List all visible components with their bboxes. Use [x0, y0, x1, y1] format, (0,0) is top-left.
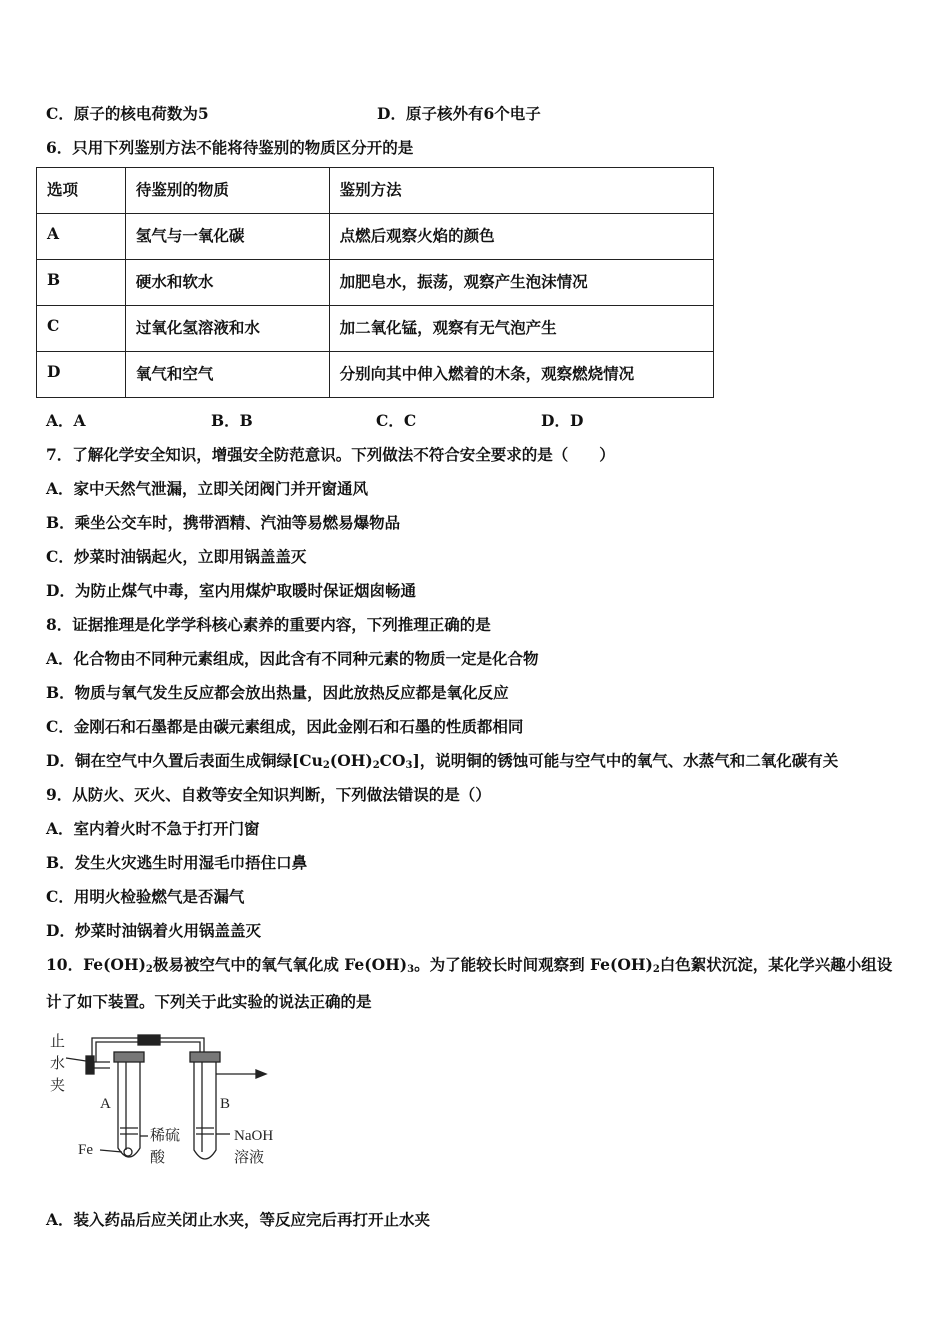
- q9-option-d: D．炒菜时油锅着火用锅盖盖灭: [46, 921, 261, 940]
- q8-d-sub-2: 2: [372, 760, 380, 771]
- header-option: 选项: [37, 168, 126, 214]
- q8-d-text-3: CO: [379, 751, 406, 770]
- q6-answers: [46, 409, 706, 431]
- q10-text-2: 极易被空气中的氧气氧化成 Fe(OH): [152, 955, 408, 974]
- row-d-method: 分别向其中伸入燃着的木条，观察燃烧情况: [329, 352, 713, 398]
- row-a-option: A: [37, 214, 126, 260]
- q8-d-text-4: ]，说明铜的锈蚀可能与空气中的氧气、水蒸气和二氧化碳有关: [412, 751, 839, 770]
- q10-text-1: 10．Fe(OH): [46, 955, 146, 974]
- q8-d-text-2: (OH): [329, 751, 373, 770]
- q9-stem: 9．从防火、灭火、自救等安全知识判断，下列做法错误的是（）: [46, 785, 491, 804]
- side-tube: [92, 1062, 110, 1068]
- table-row: [37, 214, 714, 260]
- row-b-method: 加肥皂水，振荡，观察产生泡沫情况: [329, 260, 713, 306]
- fe-pointer: [100, 1150, 122, 1152]
- q7-option-c: C．炒菜时油锅起火，立即用锅盖盖灭: [46, 547, 307, 566]
- naoh-label-1: NaOH: [234, 1128, 274, 1144]
- q5-option-d: D．原子核外有6个电子: [377, 104, 541, 123]
- acid-label-1: 稀硫: [150, 1128, 181, 1144]
- q10-sub-3: 2: [652, 964, 660, 975]
- q6-answer-b: B．B: [211, 411, 253, 430]
- q7-stem: 7．了解化学安全知识，增强安全防范意识。下列做法不符合安全要求的是（ ）: [46, 445, 615, 464]
- row-c-option: C: [37, 306, 126, 352]
- q8-option-a: A．化合物由不同种元素组成，因此含有不同种元素的物质一定是化合物: [46, 649, 539, 668]
- table-header-row: [37, 168, 714, 214]
- row-b-option: B: [37, 260, 126, 306]
- table-row: [37, 306, 714, 352]
- q6-stem: 6．只用下列鉴别方法不能将待鉴别的物质区分开的是: [46, 138, 414, 157]
- row-b-substance: 硬水和软水: [125, 260, 329, 306]
- clamp-label-3: 夹: [50, 1078, 66, 1094]
- q10-text-4: 白色絮状沉淀，某化学兴趣小组设: [659, 955, 893, 974]
- q10-sub-2: 3: [407, 964, 415, 975]
- tube-b-label: B: [220, 1096, 231, 1112]
- iron-piece: [124, 1148, 132, 1156]
- row-c-method: 加二氧化锰，观察有无气泡产生: [329, 306, 713, 352]
- clamp-pointer: [66, 1058, 86, 1061]
- water-clamp-icon: [86, 1056, 94, 1074]
- q6-answer-a: A．A: [46, 411, 86, 430]
- q10-sub-1: 2: [145, 964, 153, 975]
- q8-d-text-1: D．铜在空气中久置后表面生成铜绿[Cu: [46, 751, 323, 770]
- q8-option-d: [46, 749, 838, 771]
- q10-stem-line2: 计了如下装置。下列关于此实验的说法正确的是: [46, 992, 372, 1011]
- arrow-right-icon: [256, 1070, 266, 1078]
- q7-option-a: A．家中天然气泄漏，立即关闭阀门并开窗通风: [46, 479, 369, 498]
- test-tube-a: [118, 1062, 140, 1157]
- q10-text-3: 。为了能较长时间观察到 Fe(OH): [414, 955, 653, 974]
- q9-option-a: A．室内着火时不急于打开门窗: [46, 819, 260, 838]
- naoh-label-2: 溶液: [234, 1150, 265, 1166]
- q7-option-d: D．为防止煤气中毒，室内用煤炉取暖时保证烟囱畅通: [46, 581, 416, 600]
- q5-option-c: C．原子的核电荷数为5: [46, 104, 209, 123]
- apparatus-diagram: [44, 1028, 284, 1173]
- tube-a-label: A: [100, 1096, 111, 1112]
- q9-option-b: B．发生火灾逃生时用湿毛巾捂住口鼻: [46, 853, 308, 872]
- q6-answer-d: D．D: [541, 411, 584, 430]
- q8-d-sub-1: 2: [322, 760, 330, 771]
- rubber-tube: [138, 1035, 160, 1045]
- q8-option-c: C．金刚石和石墨都是由碳元素组成，因此金刚石和石墨的性质都相同: [46, 717, 524, 736]
- row-d-option: D: [37, 352, 126, 398]
- q6-table: [36, 167, 714, 398]
- clamp-label-2: 水: [50, 1056, 66, 1072]
- q10-stem-line1: [46, 953, 892, 975]
- row-a-substance: 氢气与一氧化碳: [125, 214, 329, 260]
- acid-label-2: 酸: [150, 1150, 166, 1166]
- stopper-b: [190, 1052, 220, 1062]
- stopper-a: [114, 1052, 144, 1062]
- clamp-label-1: 止: [50, 1034, 66, 1050]
- q8-stem: 8．证据推理是化学学科核心素养的重要内容，下列推理正确的是: [46, 615, 491, 634]
- header-method: 鉴别方法: [329, 168, 713, 214]
- row-a-method: 点燃后观察火焰的颜色: [329, 214, 713, 260]
- q10-option-a: A．装入药品后应关闭止水夹，等反应完后再打开止水夹: [46, 1210, 431, 1229]
- q6-answer-c: C．C: [376, 411, 417, 430]
- test-tube-b: [194, 1062, 216, 1159]
- q9-option-c: C．用明火检验燃气是否漏气: [46, 887, 245, 906]
- fe-label: Fe: [78, 1142, 93, 1158]
- table-row: [37, 260, 714, 306]
- table-row: [37, 352, 714, 398]
- q7-option-b: B．乘坐公交车时，携带酒精、汽油等易燃易爆物品: [46, 513, 401, 532]
- row-c-substance: 过氧化氢溶液和水: [125, 306, 329, 352]
- header-substance: 待鉴别的物质: [125, 168, 329, 214]
- q8-d-sub-3: 3: [405, 760, 413, 771]
- q8-option-b: B．物质与氧气发生反应都会放出热量，因此放热反应都是氧化反应: [46, 683, 509, 702]
- row-d-substance: 氧气和空气: [125, 352, 329, 398]
